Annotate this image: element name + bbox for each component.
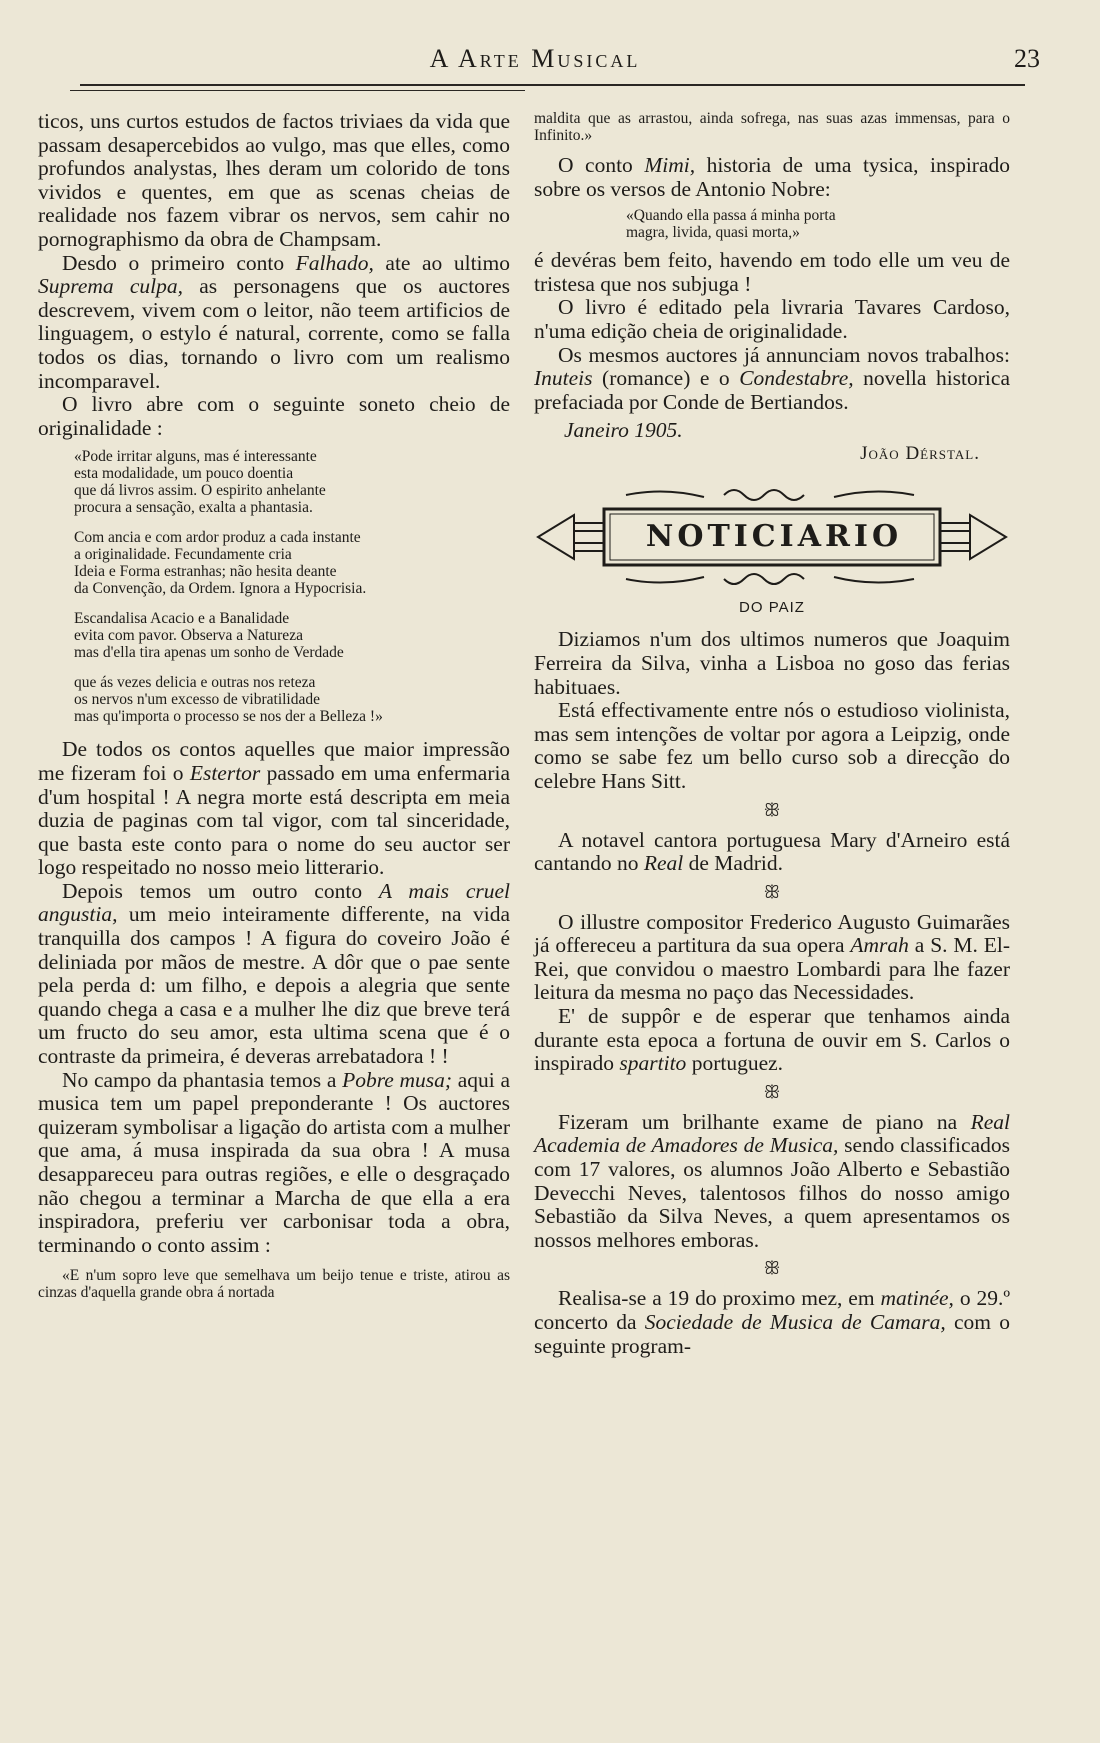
left-column (38, 110, 510, 1301)
text: portuguez. (686, 1051, 784, 1076)
section-subheading: DO PAIZ (739, 599, 805, 617)
paragraph (38, 880, 510, 1069)
title-pobre-musa: Pobre musa; (342, 1067, 453, 1092)
title-mimi: Mimi, (644, 153, 696, 177)
term-spartito: spartito (619, 1051, 687, 1076)
text: novella historica prefaciada por Conde de Bertiandos. (534, 366, 1010, 414)
title-estertor: Estertor (189, 760, 261, 785)
paragraph (534, 154, 1010, 201)
sonnet (74, 448, 510, 725)
sonnet-line: os nervos n'um excesso de vibratilidade (74, 691, 320, 709)
text: No campo da phantasia temos a (62, 1067, 343, 1092)
text: a S. M. El-Rei, que convidou o maestro Lombardi para lhe fazer leitura da mesma no paço das Necessidades. (534, 933, 1011, 1005)
title-suprema-culpa: Suprema culpa, (38, 274, 183, 299)
paragraph: O livro é editado pela livraria Tavares Cardoso, n'uma edição cheia de originalidade. (534, 295, 1010, 343)
text: Fizeram um brilhante exame de piano na (558, 1109, 971, 1134)
sonnet-line: mas d'ella tira apenas um sonho de Verdade (74, 644, 344, 662)
page-number: 23 (1014, 44, 1040, 73)
news-paragraph (534, 1005, 1010, 1076)
text: o 29.º concerto da (534, 1286, 1011, 1334)
text: de Madrid. (683, 851, 783, 876)
paragraph (534, 344, 1010, 415)
sonnet-line: mas qu'importa o processo se nos der a Belleza !» (74, 708, 383, 726)
sonnet-line: «Pode irritar alguns, mas é interessante (74, 448, 317, 466)
news-paragraph (534, 1287, 1010, 1358)
sonnet-line: Escandalisa Acacio e a Banalidade (74, 610, 290, 628)
text: com o seguinte program- (534, 1310, 1010, 1358)
sonnet-line: evita com pavor. Observa a Natureza (74, 627, 303, 645)
quotation: «E n'um sopro leve que semelhava um beijo tenue e triste, atirou as cinzas d'aquella grande obra á nortada (38, 1267, 510, 1302)
sonnet-line: da Convenção, da Ordem. Ignora a Hypocrisia. (74, 580, 367, 598)
sonnet-line: que ás vezes delicia e outras nos reteza (74, 674, 316, 692)
term-matinee: matinée, (880, 1286, 954, 1311)
news-paragraph (534, 829, 1010, 876)
noticiario-banner (534, 483, 1010, 593)
sonnet-stanza (74, 529, 510, 597)
sonnet-stanza (74, 610, 510, 661)
banner-title: NOTICIARIO (645, 519, 903, 555)
text: Desdo o primeiro conto (62, 250, 296, 275)
fleuron-icon: ꕥ (763, 881, 781, 902)
title-amrah: Amrah (850, 933, 909, 958)
header-rule (80, 84, 1025, 86)
text: as personagens que os auctores descrevem, vivem com o leitor, não teem artificios de linguagem, o estylo é natural, corrente, como se falla todos os dias, tornando o livro com um realismo incomparavel. (38, 274, 510, 393)
news-paragraph (534, 1111, 1010, 1253)
title-condestabre: Condestabre, (739, 366, 854, 391)
paragraph (38, 252, 510, 394)
title-real: Real (643, 851, 684, 876)
header-rule-short (70, 90, 525, 91)
author-signature: João Dérstal. (860, 443, 980, 465)
sonnet-line: procura a sensação, exalta a phantasia. (74, 499, 313, 517)
sonnet-stanza (74, 448, 510, 516)
news-paragraph: Diziamos n'um dos ultimos numeros que Joaquim Ferreira da Silva, vinha a Lisboa no goso das ferias habituaes. (534, 627, 1010, 699)
fleuron-icon: ꕥ (763, 799, 781, 820)
text: sendo classificados com 17 valores, os alumnos João Alberto e Sebastião Devecchi Neves, talentosos filhos do nosso amigo Sebastião da Silva Neves, a quem apresentamos os nossos melhores emboras. (534, 1133, 1010, 1252)
quotation-end: maldita que as arrastou, ainda sofrega, nas suas azas immensas, para o Infinito.» (534, 110, 1010, 144)
spacer (38, 1257, 510, 1267)
sonnet-stanza (74, 674, 510, 725)
running-header (30, 40, 1040, 80)
sonnet-line: que dá livros assim. O espirito anhelante (74, 482, 326, 500)
article-date: Janeiro 1905. (564, 418, 683, 443)
text: Realisa-se a 19 do proximo mez, em (558, 1286, 881, 1311)
fleuron-icon: ꕥ (763, 1081, 781, 1102)
sonnet-line: Ideia e Forma estranhas; não hesita deante (74, 563, 337, 581)
sonnet-line: a originalidade. Fecundamente cria (74, 546, 292, 564)
title-inuteis: Inuteis (534, 366, 593, 391)
text: um meio inteiramente differente, na vida tranquilla dos campos ! A figura do coveiro João é deliniada por mãos de mestre. A dôr que o pae sente pela perda d: um filho, e depois a alegria que sente quando chega a casa e a mulher lhe diz que breve terá um fructo do seu amor, esta ultima scena que é o contraste da primeira, é deveras arrebatadora ! ! (38, 902, 510, 1069)
text: O conto (558, 153, 645, 177)
text: ate ao ultimo (373, 250, 510, 275)
verse-line: magra, livida, quasi morta,» (626, 224, 800, 242)
sonnet-line: esta modalidade, um pouco doentia (74, 465, 294, 483)
italic-lead: ticos, uns curtos estudos de factos triviaes da vida que passam desapercebidos ao vulgo, mas que elles, como profundos analystas, lhes deram um colorido de tons vividos e quentes, em que as scenas cheias de realidade nos fazem vibrar os nervos, sem cahir no pornographismo da obra de Champsam. (38, 109, 510, 251)
paragraph (38, 1069, 510, 1258)
news-paragraph: Está effectivamente entre nós o estudioso violinista, mas sem intenções de voltar por agora a Leipzig, onde como se sabe fez um bello curso sob a direcção do celebre Hans Sitt. (534, 698, 1010, 793)
sonnet-line: Com ancia e com ardor produz a cada instante (74, 529, 361, 547)
name-sociedade: Sociedade de Musica de Camara, (644, 1310, 946, 1334)
text: aqui a musica tem um papel preponderante ! Os auctores quizeram symbolisar a ligação do artista com a mulher que ama, á musa inspirada da sua obra ! A musa desappareceu para outras regiões, e elle o desgraçado não chegou a terminar a Marcha de que ella a era inspiradora, preferiu ver carbonisar toda a obra, terminando o conto assim : (38, 1067, 510, 1257)
verse-quote (626, 207, 1010, 241)
verse-line: «Quando ella passa á minha porta (626, 207, 836, 225)
text: De todos os contos aquelles que maior impressão me fizeram foi o (38, 737, 510, 785)
text: O illustre compositor Frederico Augusto Guimarães já offereceu a partitura da sua opera (534, 909, 1010, 958)
text: historia de uma tysica, inspirado sobre os versos de Antonio Nobre: (534, 153, 1010, 201)
text: Os mesmos auctores já annunciam novos trabalhos: (558, 342, 1010, 367)
title-falhado: Falhado, (295, 250, 374, 275)
name-academia: Real Academia de Amadores de Musica, (534, 1109, 1010, 1158)
paragraph (38, 110, 510, 252)
journal-title: A Arte Musical (429, 44, 641, 73)
text: (romance) e o (592, 366, 740, 391)
text: passado em uma enfermaria d'um hospital ! A negra morte está descripta em meia duzia de paginas com tal vigor, com tal sinceridade, que basta este conto para o nome do seu auctor ser logo respeitado no nosso meio litterario. (38, 760, 511, 880)
fleuron-icon: ꕥ (763, 1258, 781, 1279)
news-paragraph (534, 911, 1010, 1005)
text: Depois temos um outro conto (62, 878, 379, 903)
right-column (534, 110, 1010, 1358)
paragraph: O livro abre com o seguinte soneto cheio de originalidade : (38, 392, 510, 440)
paragraph (38, 738, 510, 880)
paragraph: é devéras bem feito, havendo em todo elle um veu de tristesa que nos subjuga ! (534, 248, 1010, 296)
title-mais-cruel-angustia: A mais cruel angustia, (38, 878, 511, 927)
text: A notavel cantora portuguesa Mary d'Arneiro está cantando no (534, 827, 1010, 876)
text: E' de suppôr e de esperar que tenhamos ainda durante esta epoca a fortuna de ouvir em S. Carlos o inspirado (534, 1004, 1010, 1076)
